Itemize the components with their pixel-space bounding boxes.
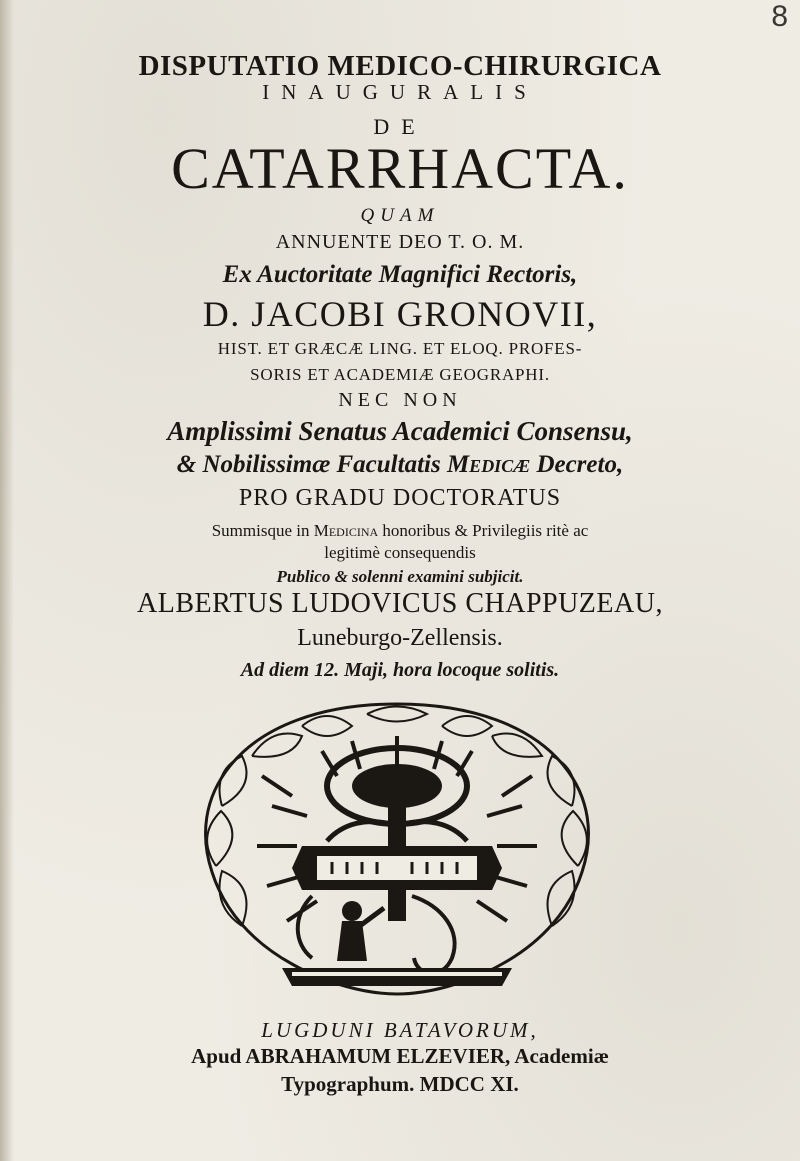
title-line-nec-non: NEC NON [338,389,462,411]
summisque-prefix: Summisque in [211,521,314,540]
title-line-catarrhacta: CATARRHACTA. [171,136,629,201]
title-line-facultatis [0,452,800,477]
examination-date: Ad diem 12. Maji, hora locoque solitis. [240,659,560,681]
title-line-professoris-1: HIST. ET GRÆCÆ LING. ET ELOQ. PROFES- [217,339,583,358]
facultatis-prefix: & Nobilissimæ Facultatis [176,451,447,478]
title-line-professoris-2: SORIS ET ACADEMIÆ GEOGRAPHI. [250,365,550,384]
summisque-medicina: Medicina [313,521,379,540]
imprint-printer: Apud ABRAHAMUM ELZEVIER, Academiæ [191,1044,609,1068]
title-line-quam: QUAM [360,205,440,226]
title-line-disputatio: DISPUTATIO MEDICO-CHIRURGICA [138,50,662,82]
title-line-inauguralis: INAUGURALIS [262,80,538,104]
title-line-legitime: legitimè consequendis [324,543,476,562]
title-line-publico: Publico & solenni examini subjicit. [276,567,524,586]
title-line-de: DE [373,114,427,139]
title-line-ex-auctoritate: Ex Auctoritate Magnifici Rectoris, [222,261,578,288]
summisque-suffix: honoribus & Privilegiis ritè ac [378,521,589,540]
imprint-year: Typographum. MDCC XI. [281,1072,519,1096]
printers-device-icon [152,696,642,1008]
imprint-city: LUGDUNI BATAVORUM, [261,1018,539,1042]
sheet-number: 8 [771,0,788,33]
title-line-pro-gradu: PRO GRADU DOCTORATUS [238,485,562,511]
title-line-gronovii: D. JACOBI GRONOVII, [202,294,598,334]
author-name: ALBERTUS LUDOVICUS CHAPPUZEAU, [137,588,663,619]
title-line-annuente: ANNUENTE DEO T. O. M. [275,231,525,253]
facultatis-medicae: Medicæ [446,451,531,478]
title-line-senatus: Amplissimi Senatus Academici Consensu, [167,416,633,446]
author-origin: Luneburgo-Zellensis. [297,625,503,651]
facultatis-suffix: Decreto, [530,451,624,478]
title-line-summisque [0,522,800,539]
